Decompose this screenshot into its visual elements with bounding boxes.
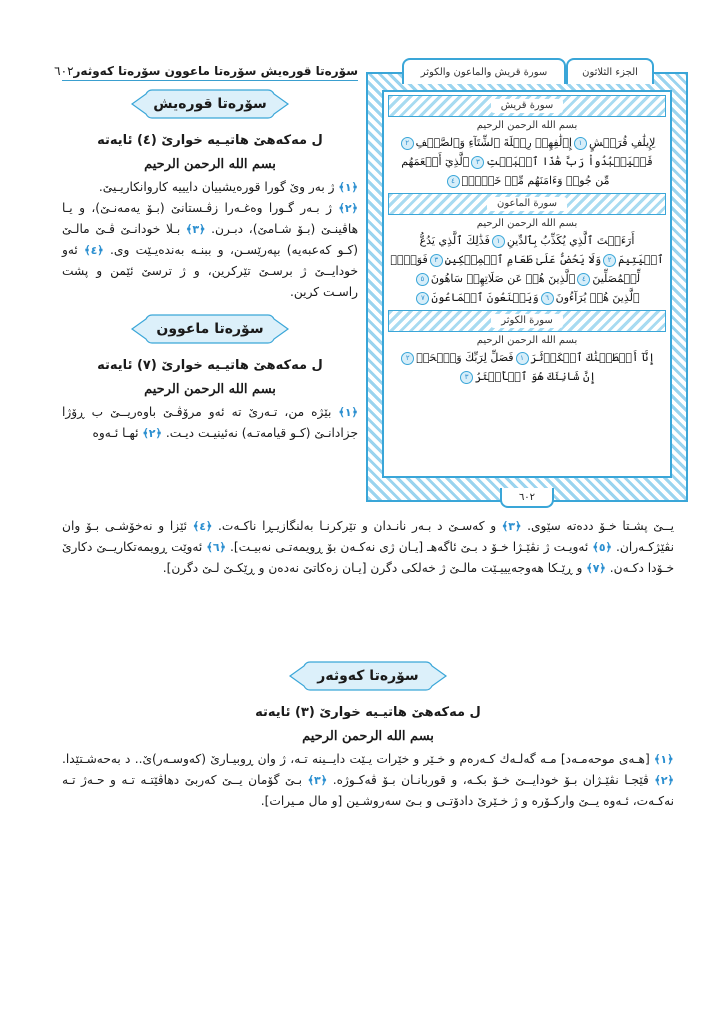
quran-text: إِۦلَٰفِهِمۡ رِحۡلَةَ ٱلشِّتَآءِ وَٱلصَّيۡفِ bbox=[415, 136, 572, 149]
basmala: بسم الله الرحمن الرحیم bbox=[302, 729, 434, 744]
verse-number: ﴿٢﴾ bbox=[142, 427, 162, 440]
verse-text: و ڕێـكا هەوجەیییـێت مالـێ ژ خەلكی دگرن [یـان زەكاتێ نەدەن و ڕێكـێ لـێ دگرن]. bbox=[162, 561, 587, 575]
ayah-marker-icon: ١ bbox=[516, 352, 529, 365]
quran-text: ٱلَّذِينَ هُمۡ عَن صَلَاتِهِمۡ سَاهُونَ bbox=[430, 272, 576, 285]
surah-banner-quraysh bbox=[130, 88, 290, 120]
quran-line bbox=[384, 133, 670, 152]
verse-number: ﴿٣﴾ bbox=[501, 520, 522, 533]
verse-text: ئەوێت ڕویمەتكاریــێ دكارێ خـۆدا دكـەن. bbox=[62, 540, 674, 575]
verse-text: ئەویـت ژ نڤێـژا خـۆ د بـێ ئاگەهـ [یـان ژی نەكـەن بۆ ڕویمەتـی نەبیـت]. bbox=[226, 540, 593, 554]
ayah-marker-icon: ٣ bbox=[471, 156, 484, 169]
verse-number: ﴿١﴾ bbox=[653, 753, 674, 766]
surah-names-tab: سورة قريش والماعون والكوثر bbox=[402, 58, 566, 84]
ayah-marker-icon: ٢ bbox=[401, 352, 414, 365]
quran-line bbox=[384, 288, 670, 307]
ayah-marker-icon: ٧ bbox=[416, 292, 429, 305]
verse-number: ﴿٢﴾ bbox=[654, 774, 674, 787]
surah-banner-maun bbox=[130, 313, 290, 345]
ayah-marker-icon: ٦ bbox=[541, 292, 554, 305]
quran-text: إِنَّآ أَعۡطَيۡنَٰكَ ٱلۡكَوۡثَرَ bbox=[530, 351, 655, 364]
verse-number: ﴿٧﴾ bbox=[586, 562, 606, 575]
quran-page-number: ٦٠٢ bbox=[500, 488, 554, 508]
verse-number: ﴿٣﴾ bbox=[307, 774, 328, 787]
quran-basmala: بسم الله الرحمن الرحيم bbox=[476, 218, 578, 229]
quran-line bbox=[384, 152, 670, 171]
quran-text: أَرَءَيۡتَ ٱلَّذِي يُكَذِّبُ بِٱلدِّينِ bbox=[506, 234, 635, 247]
ayah-marker-icon: ٣ bbox=[460, 371, 473, 384]
juz-tab: الجزء الثلاثون bbox=[566, 58, 654, 84]
quran-panel bbox=[366, 58, 688, 508]
running-title: سۆرەتا قورەیش سۆرەتا ماعوون سۆرەتا كەوثەر bbox=[73, 64, 358, 78]
quran-surah-header bbox=[388, 310, 666, 332]
verse-number: ﴿١﴾ bbox=[338, 406, 358, 419]
kawthar-section bbox=[62, 660, 674, 812]
quran-surah-header bbox=[388, 95, 666, 117]
verse-text: و كەسـێ د بـەر نانـدان و تێركرنـا بەلنگازیـڕا ناكـەت. bbox=[212, 519, 502, 533]
ayah-marker-icon: ٥ bbox=[416, 273, 429, 286]
quran-text: فَصَلِّ لِرَبِّكَ وَٱنۡحَرۡ bbox=[416, 351, 514, 364]
verse-text: ئێزا و نەخۆشـی بـۆ وان نڤێژكـەران. bbox=[62, 519, 674, 554]
ayah-count: ل مەكەهێ هاتیـیە خوارێ (٧) ئایەتە bbox=[97, 358, 323, 373]
ayah-marker-icon: ٤ bbox=[577, 273, 590, 286]
ayah-marker-icon: ٢ bbox=[401, 137, 414, 150]
quran-text: لِّلۡمُصَلِّينَ bbox=[592, 272, 641, 285]
verse-number: ﴿١﴾ bbox=[338, 181, 358, 194]
quran-surah-name: سورة الكوثر bbox=[491, 314, 563, 328]
ayah-count: ل مەكەهێ هاتیـیە خوارێ (٤) ئایەتە bbox=[97, 133, 323, 148]
quran-text: فَلۡيَعۡبُدُواْ رَبَّ هَٰذَا ٱلۡبَيۡتِ bbox=[486, 155, 653, 168]
quran-line bbox=[384, 269, 670, 288]
ayah-marker-icon: ٣ bbox=[430, 254, 443, 267]
verse-paragraph bbox=[62, 749, 674, 812]
ayah-marker-icon: ١ bbox=[574, 137, 587, 150]
verse-text: بێژە من، تـەرێ تە ئەو مرۆڤـێ باوەریــێ ب ڕۆژا جزادانـێ (كـو قیامەتـە) نەئینیـت دیـت. bbox=[62, 405, 358, 440]
surah-title: سۆرەتا ماعوون bbox=[156, 321, 264, 337]
quran-surah-header bbox=[388, 193, 666, 215]
quran-basmala: بسم الله الرحمن الرحيم bbox=[476, 335, 578, 346]
quran-text: إِنَّ شَانِئَكَ هُوَ ٱلۡأَبۡتَرُ bbox=[475, 370, 596, 383]
verse-number: ﴿٦﴾ bbox=[206, 541, 226, 554]
page-number: ٦٠٢ bbox=[54, 64, 74, 78]
ornamental-border bbox=[366, 72, 688, 502]
verse-text: [هـەی موحەمـەد] مـە گەلـەك كـەرەم و خـێر و خێرات یـێت دایــینە تـە، ژ وان ڕوبیـارێ (كەوسـەر)ێ.. د بەحەشـتێدا. bbox=[62, 752, 654, 766]
quran-line bbox=[384, 231, 670, 250]
basmala: بسم الله الرحمن الرحیم bbox=[144, 157, 276, 172]
quran-surah-name: سورة الماعون bbox=[487, 197, 567, 211]
ayah-count: ل مەكەهێ هاتیـیە خوارێ (٣) ئایەتە bbox=[255, 705, 481, 720]
verse-number: ﴿٤﴾ bbox=[84, 244, 104, 257]
verse-text: ژ بەر وێ گورا قورەیشییان دایییە كاروانكاریـیێ. bbox=[98, 180, 339, 194]
verse-number: ﴿٥﴾ bbox=[592, 541, 612, 554]
quran-line bbox=[384, 367, 670, 386]
quran-text: ٱلۡيَتِيمَ bbox=[618, 253, 664, 266]
quran-line bbox=[384, 250, 670, 269]
verse-text: ئهـا ئـەوە bbox=[92, 426, 143, 440]
surah-title: سۆرەتا كەوثەر bbox=[317, 668, 419, 684]
verse-text: بـلا خودانـێ ڤـێ مالـێ (كـو كەعبەیە) بپەرێسـن، و ببنـە بەندەیـێت وی. bbox=[62, 222, 358, 257]
quran-text: فَوَيۡلٞ bbox=[390, 253, 428, 266]
commentary-continuation bbox=[62, 516, 674, 579]
quran-text: وَيَمۡنَعُونَ ٱلۡمَاعُونَ bbox=[431, 291, 539, 304]
verse-text: بـێ گۆمان یــێ كەربێ دهاڤێتـە تـە و حـەژ تـە نەكـەت، ئـەوە یــێ واركـۆرە و ژ خـێرێ دادۆتـی و بـێ سەروشـین [و مال مـیرات]. bbox=[62, 773, 674, 808]
quran-text: فَذَٰلِكَ ٱلَّذِي يَدُعُّ bbox=[419, 234, 490, 247]
commentary-column bbox=[62, 88, 358, 444]
verse-paragraph bbox=[62, 402, 358, 444]
verse-paragraph bbox=[62, 516, 674, 579]
quran-surah-name: سورة قريش bbox=[491, 99, 564, 113]
quran-line bbox=[384, 171, 670, 190]
verse-text: ژ بـەر گـورا وەغـەرا زڤـستانێ (بـۆ یەمەنـێ)، و یـا هاڤینـێ (بـۆ شـامێ)، دبـرن. bbox=[62, 201, 359, 236]
ayah-marker-icon: ١ bbox=[492, 235, 505, 248]
quran-basmala: بسم الله الرحمن الرحيم bbox=[476, 120, 578, 131]
quran-text: مِّن جُوعٖ وَءَامَنَهُم مِّنۡ خَوۡفِۭ bbox=[461, 174, 610, 187]
verse-number: ﴿٢﴾ bbox=[338, 202, 358, 215]
basmala: بسم الله الرحمن الرحیم bbox=[144, 382, 276, 397]
quran-text-area bbox=[382, 90, 672, 478]
ayah-marker-icon: ٢ bbox=[603, 254, 616, 267]
quran-text: ٱلَّذِينَ هُمۡ يُرَآءُونَ bbox=[555, 291, 640, 304]
surah-title: سۆرەتا قورەیش bbox=[153, 96, 267, 112]
verse-text: ڤێجـا نڤێـژان بـۆ خودایــێ خـۆ بكـە، و قوربانـان بـۆ ڤەكـوژە. bbox=[327, 773, 655, 787]
verse-paragraph bbox=[62, 177, 358, 303]
quran-text: وَلَا يَحُضُّ عَلَىٰ طَعَامِ ٱلۡمِسۡكِينِ bbox=[444, 253, 602, 266]
quran-text: لِإِيلَٰفِ قُرَيۡشٍ bbox=[588, 136, 656, 149]
page-header bbox=[54, 62, 358, 81]
verse-number: ﴿٤﴾ bbox=[192, 520, 213, 533]
quran-line bbox=[384, 348, 670, 367]
verse-text: ئەو خودایــێ ژ برسـێ تێركرین، و ژ ترسێ ئێمن و پشت راسـت كرین. bbox=[62, 243, 358, 299]
surah-banner-kawthar bbox=[288, 660, 448, 692]
quran-text: ٱلَّذِيٓ أَطۡعَمَهُم bbox=[401, 155, 470, 168]
verse-text: یــێ پشـتا خـۆ ددەتە سێوی. bbox=[521, 519, 674, 533]
verse-number: ﴿٣﴾ bbox=[185, 223, 206, 236]
ayah-marker-icon: ٤ bbox=[447, 175, 460, 188]
